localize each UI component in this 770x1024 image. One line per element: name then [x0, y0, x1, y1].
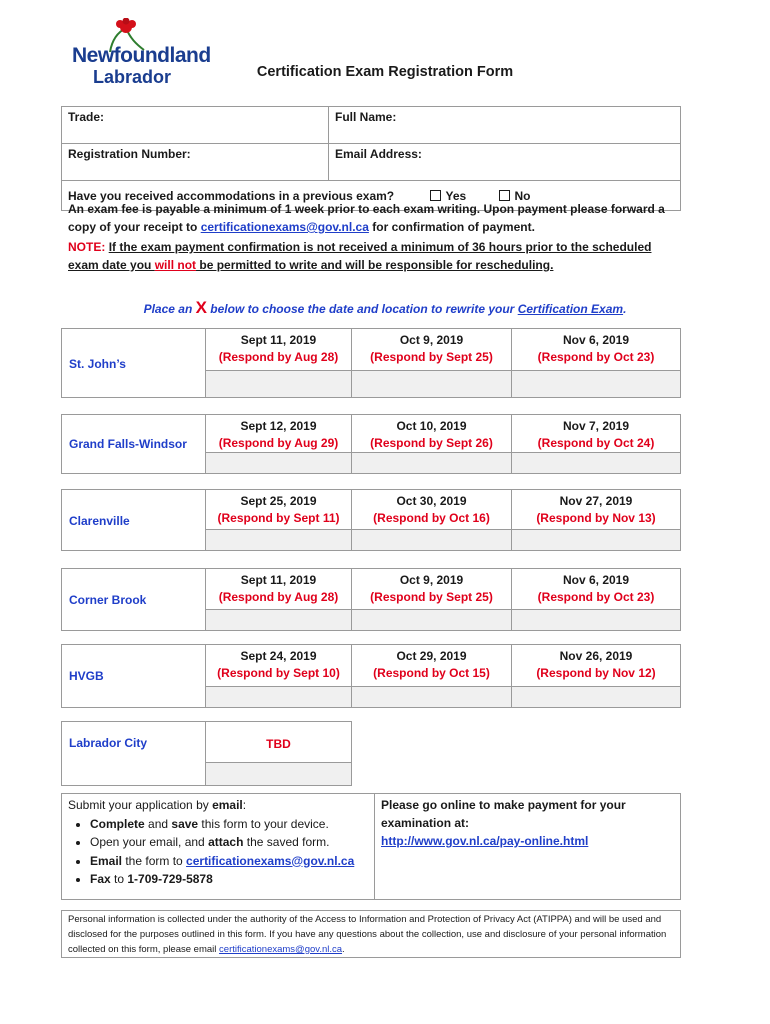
respond-by: (Respond by Sept 25)	[370, 590, 493, 604]
selection-cell[interactable]	[205, 370, 351, 397]
online-payment	[381, 796, 671, 850]
registration-number-label: Registration Number:	[68, 147, 191, 161]
list-item	[90, 815, 354, 834]
selection-cell[interactable]	[351, 686, 511, 707]
submission-box	[61, 793, 681, 900]
respond-by: (Respond by Aug 29)	[218, 436, 339, 450]
submit-intro-pre: Submit your application by	[68, 798, 213, 812]
note-will-not: will not	[154, 258, 197, 272]
exam-date: Sept 11, 2019	[240, 573, 317, 587]
date-cell	[351, 329, 511, 370]
instruction-mid: below to choose the date and location to rewrite your	[206, 302, 518, 316]
list-item	[90, 852, 354, 871]
exam-date: Nov 7, 2019	[562, 419, 630, 433]
respond-by: (Respond by Sept 25)	[370, 350, 493, 364]
online-payment-text: Please go online to make payment for your examination at:	[381, 798, 626, 830]
location-table-hvgb	[61, 644, 681, 708]
respond-by: (Respond by Sept 11)	[217, 511, 340, 525]
selection-cell[interactable]	[511, 452, 680, 473]
no-checkbox-icon[interactable]	[499, 190, 510, 201]
fee-notice-text2: for confirmation of payment.	[368, 220, 535, 234]
text: this form to your device.	[198, 816, 329, 831]
location-table-corner-brook	[61, 568, 681, 631]
location-name: Corner Brook	[69, 593, 147, 607]
location-name: Grand Falls-Windsor	[69, 437, 187, 451]
exam-date: Oct 30, 2019	[396, 494, 467, 508]
respond-by: (Respond by Oct 23)	[537, 350, 655, 364]
bold-text: attach	[208, 835, 244, 849]
text: the form to	[122, 853, 187, 868]
yes-label: Yes	[445, 188, 467, 203]
date-cell	[205, 645, 351, 686]
selection-cell[interactable]	[511, 529, 680, 550]
selection-cell[interactable]	[205, 686, 351, 707]
trade-field[interactable]	[62, 107, 329, 144]
selection-cell[interactable]	[511, 686, 680, 707]
respond-by: (Respond by Nov 12)	[536, 666, 656, 680]
registration-number-field[interactable]	[62, 144, 329, 181]
selection-cell[interactable]	[351, 452, 511, 473]
note-text2: be permitted to write and will be responsible for rescheduling.	[196, 258, 554, 272]
privacy-text: Personal information is collected under the authority of the Access to Information and Protection of Privacy Act (ATIPPA) and will be used and disclosed for the purposes outlined in this form. If you have any questions about the collection, use and disclosure of your personal information collected on this form, please email	[68, 914, 667, 955]
respond-by: (Respond by Aug 28)	[218, 590, 339, 604]
text: to	[110, 872, 128, 886]
list-item	[90, 870, 354, 889]
date-cell	[205, 569, 351, 609]
exam-date: Oct 10, 2019	[396, 419, 467, 433]
location-name: Clarenville	[69, 514, 130, 528]
text: and	[144, 816, 172, 831]
instruction-pre: Place an	[143, 302, 196, 316]
respond-by: (Respond by Oct 15)	[373, 666, 490, 680]
respond-by: (Respond by Sept 26)	[370, 436, 493, 450]
instruction-post: .	[623, 302, 627, 316]
bold-text: Complete	[90, 816, 145, 831]
full-name-field[interactable]	[329, 107, 681, 144]
exam-date: Oct 29, 2019	[396, 649, 467, 663]
date-cell	[351, 645, 511, 686]
selection-cell[interactable]	[205, 529, 351, 550]
respond-by: (Respond by Sept 10)	[217, 666, 340, 680]
location-table-st-johns	[61, 328, 681, 398]
date-cell	[511, 490, 680, 529]
note-text1: If the exam payment confirmation is not received a minimum of 36 hours prior to the scheduled exam date you	[68, 240, 652, 272]
location-name: HVGB	[69, 669, 104, 683]
page-title: Certification Exam Registration Form	[256, 64, 514, 80]
submit-email-link[interactable]: certificationexams@gov.nl.ca	[186, 853, 355, 868]
respond-by: (Respond by Aug 28)	[218, 350, 339, 364]
date-cell	[205, 329, 351, 370]
exam-date: Nov 6, 2019	[562, 573, 630, 587]
accommodations-question: Have you received accommodations in a previous exam?	[68, 188, 395, 203]
privacy-email-link[interactable]: certificationexams@gov.nl.ca	[219, 944, 343, 955]
yes-checkbox-icon[interactable]	[430, 190, 441, 201]
date-cell	[205, 415, 351, 452]
note-label: NOTE:	[68, 240, 106, 254]
exam-date: Nov 26, 2019	[559, 649, 633, 663]
submit-intro-bold: email	[212, 798, 243, 812]
selection-cell[interactable]	[205, 452, 351, 473]
date-cell	[511, 645, 680, 686]
submit-instructions	[68, 796, 354, 889]
fee-email-link[interactable]: certificationexams@gov.nl.ca	[200, 220, 369, 234]
instruction	[0, 298, 770, 318]
logo-labrador: Labrador	[93, 67, 172, 87]
selection-cell[interactable]	[511, 609, 680, 630]
submit-intro-post: :	[242, 798, 247, 812]
bold-text: save	[171, 816, 199, 831]
email-address-field[interactable]	[329, 144, 681, 181]
location-table-labrador-city	[61, 721, 352, 786]
date-cell	[511, 329, 680, 370]
bold-text: Fax	[90, 872, 111, 886]
exam-date: Sept 25, 2019	[240, 494, 317, 508]
privacy-end: .	[342, 944, 345, 955]
logo-newfoundland: Newfoundland	[72, 44, 211, 67]
payment-note	[68, 238, 678, 274]
selection-cell[interactable]	[511, 370, 680, 397]
exam-date: Nov 6, 2019	[562, 333, 630, 347]
tbd-label: TBD	[266, 737, 291, 751]
exam-date: Nov 27, 2019	[559, 494, 633, 508]
selection-cell[interactable]	[205, 762, 351, 785]
text: Open your email, and	[90, 835, 209, 849]
location-table-clarenville	[61, 489, 681, 551]
selection-cell[interactable]	[351, 370, 511, 397]
no-label: No	[514, 188, 531, 203]
date-cell	[351, 569, 511, 609]
location-table-grand-falls-windsor	[61, 414, 681, 474]
list-item	[90, 833, 354, 852]
applicant-info-table	[61, 106, 681, 211]
date-cell	[351, 415, 511, 452]
selection-cell[interactable]	[351, 529, 511, 550]
respond-by: (Respond by Oct 16)	[373, 511, 490, 525]
exam-date: Oct 9, 2019	[399, 333, 464, 347]
pay-online-link[interactable]: http://www.gov.nl.ca/pay-online.html	[381, 834, 589, 848]
exam-date: Oct 9, 2019	[399, 573, 464, 587]
bold-text: Email	[90, 853, 123, 868]
exam-date: Sept 11, 2019	[240, 333, 317, 347]
fee-notice-text1: An exam fee is payable a minimum of 1 week prior to each exam writing. Upon payment please forward a copy of your receipt to	[68, 202, 665, 234]
fee-notice	[68, 200, 678, 236]
date-cell	[511, 415, 680, 452]
selection-cell[interactable]	[205, 609, 351, 630]
location-name: St. John’s	[69, 357, 126, 371]
text: the saved form.	[243, 835, 330, 849]
respond-by: (Respond by Nov 13)	[536, 511, 656, 525]
exam-date: Sept 12, 2019	[240, 419, 317, 433]
email-address-label: Email Address:	[335, 147, 422, 161]
privacy-notice	[61, 910, 681, 958]
date-cell	[205, 722, 351, 762]
respond-by: (Respond by Oct 24)	[537, 436, 655, 450]
instruction-x: X	[195, 298, 207, 317]
date-cell	[351, 490, 511, 529]
exam-date: Sept 24, 2019	[240, 649, 317, 663]
date-cell	[511, 569, 680, 609]
divider	[374, 794, 375, 899]
instruction-link[interactable]: Certification Exam	[517, 302, 624, 316]
respond-by: (Respond by Oct 23)	[537, 590, 655, 604]
location-name: Labrador City	[69, 736, 148, 750]
trade-label: Trade:	[68, 110, 105, 124]
date-cell	[205, 490, 351, 529]
full-name-label: Full Name:	[335, 110, 397, 124]
fax-number: 1-709-729-5878	[127, 872, 213, 886]
selection-cell[interactable]	[351, 609, 511, 630]
